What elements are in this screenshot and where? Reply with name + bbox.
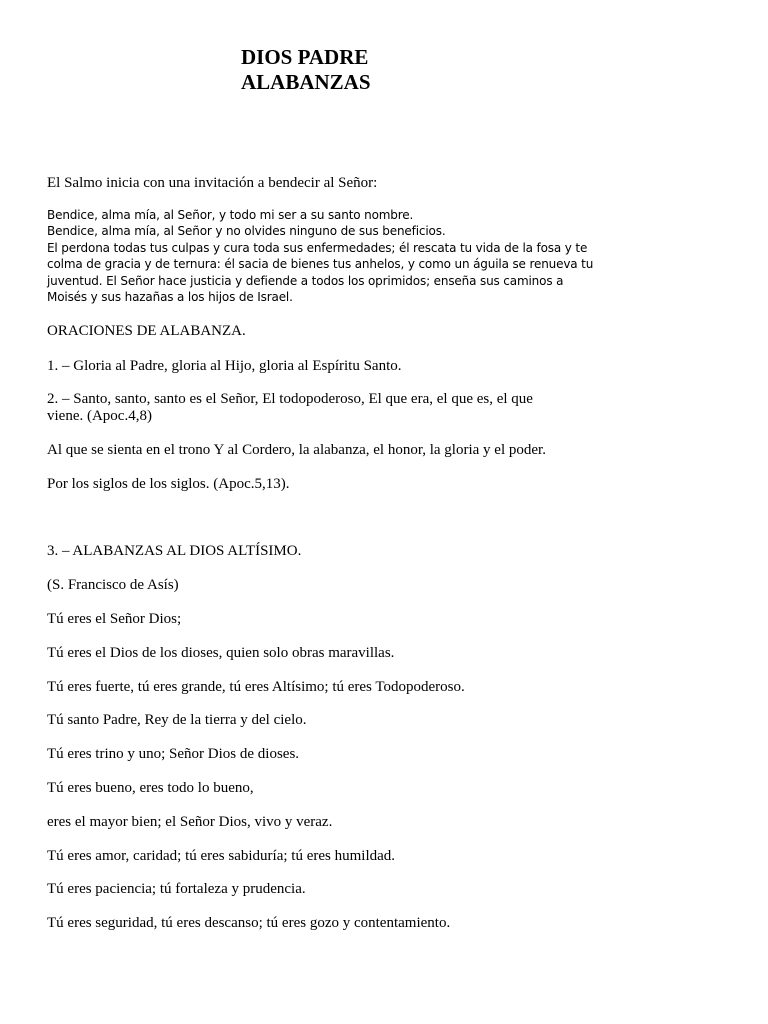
psalm-line: El perdona todas tus culpas y cura toda sus enfermedades; él rescata tu vida de la fosa y te — [47, 240, 588, 255]
psalm-line: Bendice, alma mía, al Señor y no olvides ninguno de sus beneficios. — [47, 224, 446, 239]
psalm-line: colma de gracia y de ternura: él sacia de bienes tus anhelos, y como un águila se renueva tu — [47, 257, 594, 272]
document-title — [241, 45, 371, 95]
title-line-2: ALABANZAS — [241, 70, 371, 94]
praise-line: Tú eres el Dios de los dioses, quien solo obras maravillas. — [47, 645, 395, 661]
praise-line: eres el mayor bien; el Señor Dios, vivo y veraz. — [47, 814, 333, 830]
praise-line: Tú eres fuerte, tú eres grande, tú eres Altísimo; tú eres Todopoderoso. — [47, 679, 465, 695]
prayer-2b: Al que se sienta en el trono Y al Cordero, la alabanza, el honor, la gloria y el poder. — [47, 442, 546, 458]
section-heading-altisimo: 3. – ALABANZAS AL DIOS ALTÍSIMO. — [47, 543, 302, 559]
praise-line: Tú eres seguridad, tú eres descanso; tú eres gozo y contentamiento. — [47, 915, 451, 931]
prayer-2c: Por los siglos de los siglos. (Apoc.5,13). — [47, 476, 290, 492]
psalm-block — [47, 207, 594, 305]
psalm-line: Bendice, alma mía, al Señor, y todo mi ser a su santo nombre. — [47, 208, 414, 222]
intro-paragraph: El Salmo inicia con una invitación a bendecir al Señor: — [47, 175, 378, 191]
psalm-line: juventud. El Señor hace justicia y defiende a todos los oprimidos; enseña sus caminos a — [47, 273, 564, 288]
praise-line: Tú santo Padre, Rey de la tierra y del cielo. — [47, 712, 307, 728]
praise-line: Tú eres amor, caridad; tú eres sabiduría; tú eres humildad. — [47, 848, 396, 864]
prayer-2-line-1: 2. – Santo, santo, santo es el Señor, El todopoderoso, El que era, el que es, el que — [47, 391, 533, 407]
praise-line: Tú eres paciencia; tú fortaleza y prudencia. — [47, 881, 306, 897]
praise-line: Tú eres el Señor Dios; — [47, 611, 182, 627]
author-credit: (S. Francisco de Asís) — [47, 577, 179, 593]
psalm-line: Moisés y sus hazañas a los hijos de Israel. — [47, 290, 293, 305]
praise-line: Tú eres trino y uno; Señor Dios de dioses. — [47, 746, 300, 762]
section-heading-prayers: ORACIONES DE ALABANZA. — [47, 323, 246, 339]
prayer-1: 1. – Gloria al Padre, gloria al Hijo, gloria al Espíritu Santo. — [47, 358, 402, 374]
title-line-1: DIOS PADRE — [241, 45, 369, 69]
praise-line: Tú eres bueno, eres todo lo bueno, — [47, 780, 254, 796]
prayer-2-line-2: viene. (Apoc.4,8) — [47, 408, 152, 424]
